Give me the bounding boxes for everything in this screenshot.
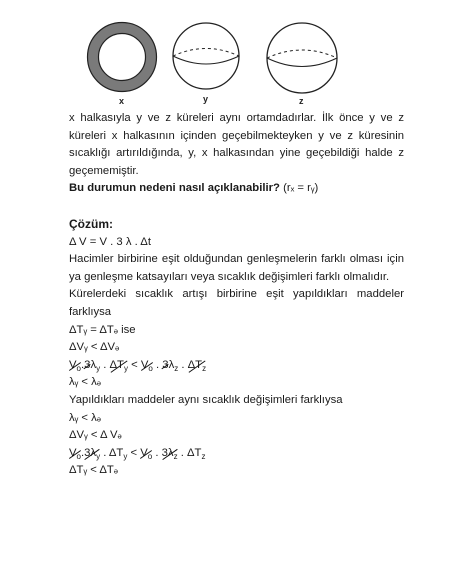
solution-paragraph-1: Hacimler birbirine eşit olduğundan genleşmelerin farklı olması için ya genleşme katsayıları veya sıcaklık değişimleri farklı olmalıdır. bbox=[69, 253, 404, 283]
question-text: Bu durumun nedeni nasıl açıklanabilir? bbox=[69, 182, 280, 195]
label-y: y bbox=[203, 94, 209, 104]
case2-line1: λᵧ < λₔ bbox=[69, 411, 101, 424]
condition-text: (rₓ = rᵧ) bbox=[283, 182, 319, 195]
question-line bbox=[69, 180, 404, 198]
figures-svg bbox=[0, 0, 451, 112]
solution-formula: Δ V = V . 3 λ . Δt bbox=[69, 235, 151, 248]
sphere-y bbox=[173, 23, 239, 89]
ring-x bbox=[88, 23, 157, 92]
label-z: z bbox=[299, 96, 304, 106]
sphere-z bbox=[267, 23, 337, 93]
case2-line4: ΔTᵧ < ΔTₔ bbox=[69, 464, 118, 477]
figure-area bbox=[0, 0, 451, 112]
solution-paragraph-3: Yapıldıkları maddeler aynı sıcaklık değişimleri farklıysa bbox=[69, 393, 343, 406]
case2-cancellation: $V_o.3\lambda_y$ . $\Delta T_y < V_o$ . $3\lambda_z$ . $\Delta T_z$ bbox=[69, 446, 206, 461]
case1-line4: λᵧ < λₔ bbox=[69, 376, 101, 389]
solution-heading: Çözüm: bbox=[69, 217, 113, 231]
problem-text: x halkasıyla y ve z küreleri aynı ortamdadırlar. İlk önce y ve z küreleri x halkasının içinden geçebilmekteyken y ve z küresinin sıcaklığı artırıldığında, y, x halkasından yine geçebildiği halde z geçememiştir. bbox=[69, 112, 404, 177]
case1-line1: ΔTᵧ = ΔTₔ ise bbox=[69, 323, 136, 336]
case2-line2: ΔVᵧ < Δ Vₔ bbox=[69, 429, 122, 442]
solution-paragraph-2: Kürelerdeki sıcaklık artışı birbirine eşit yapıldıkları maddeler farklıysa bbox=[69, 288, 404, 318]
label-x: x bbox=[119, 96, 125, 106]
case1-cancellation: $V_o.3\lambda_y$ . $\Delta T_y < V_o$ . $3\lambda_z$ . $\Delta T_z$ bbox=[69, 358, 207, 373]
solution bbox=[69, 216, 404, 480]
case1-line2: ΔVᵧ < ΔVₔ bbox=[69, 341, 120, 354]
problem-statement bbox=[69, 110, 404, 198]
